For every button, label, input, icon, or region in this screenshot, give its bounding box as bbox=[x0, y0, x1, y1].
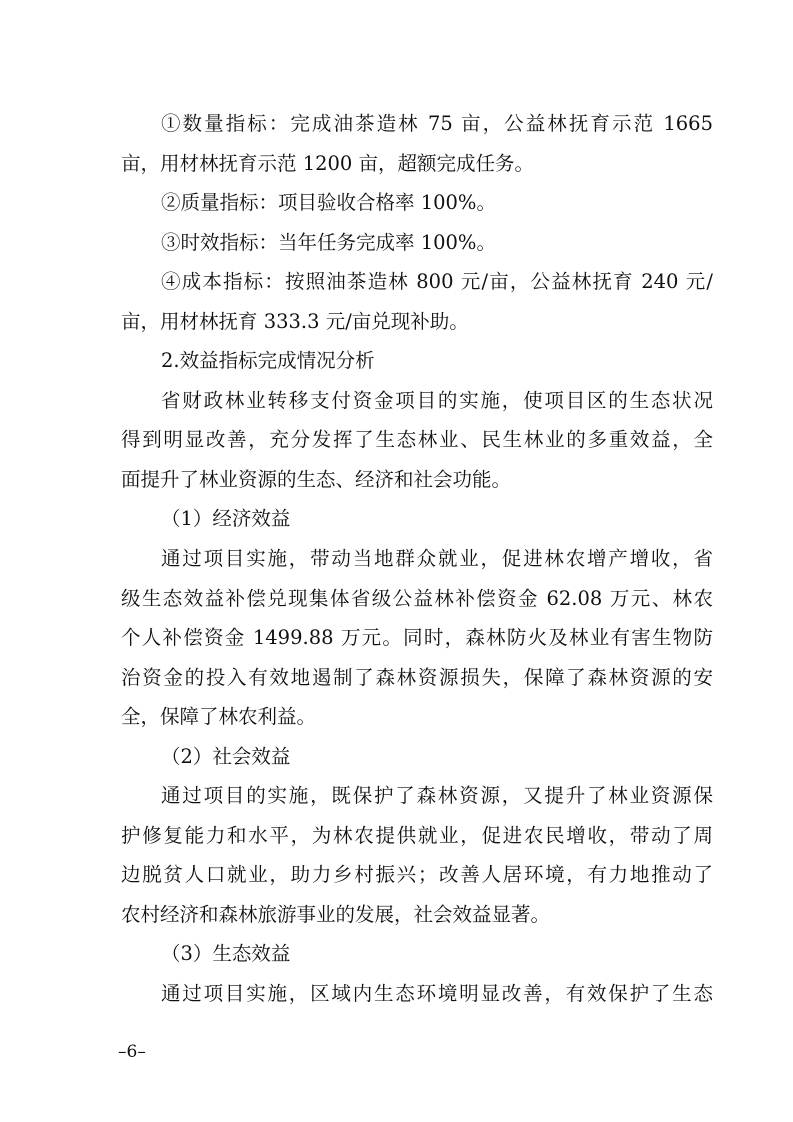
text-line: 省财政林业转移支付资金项目的实施，使项目区的生态状况 bbox=[161, 389, 713, 412]
text-line: 全，保障了林农利益。 bbox=[121, 705, 317, 728]
text-line: 护修复能力和水平，为林农提供就业，促进农民增收，带动了周 bbox=[121, 824, 713, 847]
text-line: 通过项目的实施，既保护了森林资源，又提升了林业资源保 bbox=[161, 784, 713, 807]
text-line: 亩，用材林抚育示范 1200 亩，超额完成任务。 bbox=[121, 152, 535, 175]
page-number: –6– bbox=[118, 1042, 146, 1062]
subsection-heading: （3）生态效益 bbox=[161, 942, 291, 965]
section-heading: 2.效益指标完成情况分析 bbox=[161, 349, 375, 372]
text-line: ④成本指标：按照油茶造林 800 元/亩，公益林抚育 240 元/ bbox=[161, 270, 713, 293]
text-line: 边脱贫人口就业，助力乡村振兴；改善人居环境，有力地推动了 bbox=[121, 863, 713, 886]
text-line: 面提升了林业资源的生态、经济和社会功能。 bbox=[121, 468, 512, 491]
text-line: ②质量指标：项目验收合格率 100%。 bbox=[161, 191, 496, 214]
text-line: ③时效指标：当年任务完成率 100%。 bbox=[161, 231, 496, 254]
text-line: 通过项目实施，区域内生态环境明显改善，有效保护了生态 bbox=[161, 982, 713, 1005]
subsection-heading: （1）经济效益 bbox=[161, 507, 291, 530]
text-line: 个人补偿资金 1499.88 万元。同时，森林防火及林业有害生物防 bbox=[121, 626, 713, 649]
text-line: 得到明显改善，充分发挥了生态林业、民生林业的多重效益，全 bbox=[121, 428, 713, 451]
text-line: 农村经济和森林旅游事业的发展，社会效益显著。 bbox=[121, 903, 551, 926]
text-line: 亩，用材林抚育 333.3 元/亩兑现补助。 bbox=[121, 310, 469, 333]
text-line: 治资金的投入有效地遏制了森林资源损失，保障了森林资源的安 bbox=[121, 666, 713, 689]
subsection-heading: （2）社会效益 bbox=[161, 745, 291, 768]
text-line: 通过项目实施，带动当地群众就业，促进林农增产增收，省 bbox=[161, 547, 713, 570]
text-line: ①数量指标：完成油茶造林 75 亩，公益林抚育示范 1665 bbox=[161, 112, 713, 135]
text-line: 级生态效益补偿兑现集体省级公益林补偿资金 62.08 万元、林农 bbox=[121, 587, 713, 610]
